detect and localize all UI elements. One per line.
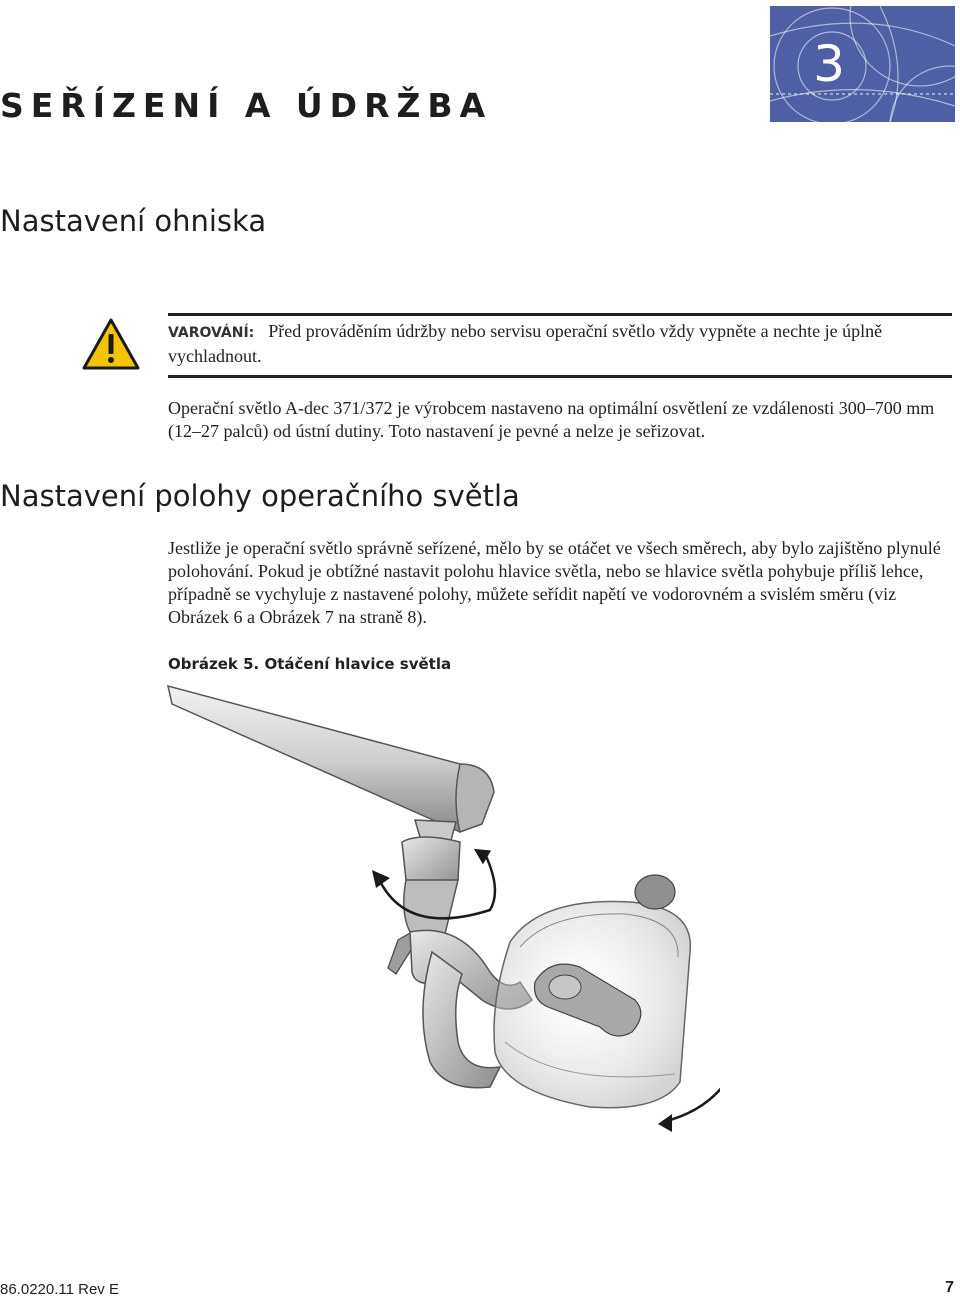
warning-text: Před prováděním údržby nebo servisu operační světlo vždy vypněte a nechte je úplně vychladnout. xyxy=(168,321,883,366)
support-arm xyxy=(168,686,494,832)
heading-position-setting: Nastavení polohy operačního světla xyxy=(0,479,520,513)
position-paragraph: Jestliže je operační světlo správně seřízené, mělo by se otáčet ve všech směrech, aby bylo zajištěno plynulé polohování. Pokud je obtížné nastavit polohu hlavice světla, nebo se hlavice světla pohybuje příliš lehce, případně se vychyluje z nastavené polohy, můžete seřídit napětí ve vodorovném a svislém směru (viz Obrázek 6 a Obrázek 7 na straně 8). xyxy=(168,538,941,627)
warning-label: VAROVÁNÍ: xyxy=(168,325,255,341)
warning-bottom-rule xyxy=(168,375,952,378)
chapter-number: 3 xyxy=(813,35,845,93)
warning-triangle-icon xyxy=(82,318,140,370)
figure-caption: Obrázek 5. Otáčení hlavice světla xyxy=(168,655,452,673)
section-title: SEŘÍZENÍ A ÚDRŽBA xyxy=(0,86,493,125)
heading-focus-setting: Nastavení ohniska xyxy=(0,204,267,238)
footer-page-number: 7 xyxy=(945,1279,954,1296)
focus-paragraph: Operační světlo A-dec 371/372 je výrobcem nastaveno na optimální osvětlení ze vzdálenosti 300–700 mm (12–27 palců) od ústní dutiny. Toto nastavení je pevné a nelze je seřizovat. xyxy=(168,398,935,441)
light-head-illustration xyxy=(160,682,720,1152)
footer-doc-number: 86.0220.11 Rev E xyxy=(0,1281,119,1298)
warning-note xyxy=(168,320,948,368)
warning-top-rule xyxy=(168,313,952,316)
